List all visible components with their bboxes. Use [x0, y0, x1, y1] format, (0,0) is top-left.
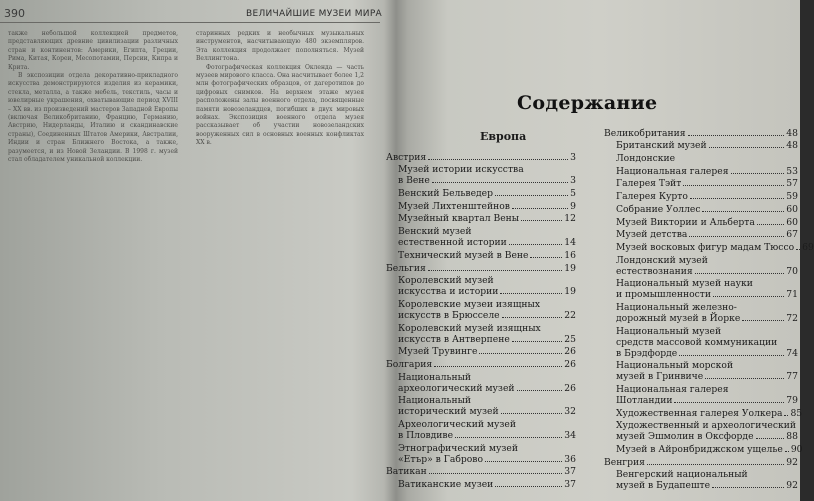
toc-entry	[386, 383, 576, 394]
toc-entry	[604, 266, 798, 277]
dot-leader	[712, 487, 784, 488]
toc-page-number: 69	[802, 241, 814, 253]
toc-entry-title: искусства и истории	[398, 286, 499, 298]
dot-leader	[432, 182, 568, 183]
toc-entry	[604, 359, 798, 372]
dot-leader	[690, 198, 784, 199]
contents-title: Содержание	[517, 92, 658, 114]
toc-entry-title: Национальный музей	[616, 325, 722, 337]
toc-entry	[604, 348, 798, 359]
toc-page-number: 36	[564, 453, 576, 465]
dot-leader	[512, 208, 568, 209]
toc-page-number: 3	[570, 151, 576, 163]
toc-page-number: 37	[564, 479, 576, 491]
toc-entry-title: Художественный и археологический	[616, 420, 796, 432]
toc-page-number: 19	[564, 262, 576, 274]
toc-entry	[386, 406, 576, 417]
toc-entry-title: искусств в Антверпене	[398, 333, 510, 345]
toc-entry-title: Лондонские	[616, 153, 676, 165]
toc-entry-title: Венский музей	[398, 226, 472, 238]
toc-entry	[386, 163, 576, 176]
toc-entry-title: «Етър» в Габрово	[398, 453, 483, 465]
toc-entry-title: естествознания	[616, 265, 693, 277]
toc-entry	[604, 442, 803, 456]
toc-entry-title: Национальный музей науки	[616, 278, 753, 290]
toc-entry-title: Галерея Тэйт	[616, 178, 682, 190]
toc-entry-title: Музей Виктории и Альберта	[616, 216, 755, 228]
toc-entry	[386, 357, 576, 370]
toc-page-number: 77	[786, 371, 798, 383]
toc-page-number: 72	[786, 312, 798, 324]
dot-leader	[428, 159, 568, 160]
toc-entry-title: Австрия	[386, 151, 427, 163]
dot-leader	[495, 195, 568, 196]
toc-entry	[604, 480, 798, 491]
toc-entry	[386, 261, 576, 274]
toc-entry	[386, 224, 576, 237]
toc-page-number: 3	[570, 175, 576, 187]
dot-leader	[689, 236, 784, 237]
dot-leader	[705, 378, 784, 379]
toc-entry	[604, 202, 798, 215]
toc-entry-title: Этнографический музей	[398, 442, 518, 454]
toc-page-number: 92	[786, 456, 798, 468]
text-column-right	[196, 30, 364, 148]
toc-page-number: 14	[564, 237, 576, 249]
toc-entry-title: и промышленности	[616, 289, 711, 301]
paragraph: также небольшой коллекцией предметов, представляющих древние цивилизации различных стран и континентов: Америки, Египта, Греции, Рима, Китая, Кореи, Месопотамии, Персии, Кипра и Крита.	[8, 30, 178, 71]
toc-entry	[386, 465, 576, 478]
toc-page-number: 19	[564, 286, 576, 298]
toc-page-number: 67	[786, 229, 798, 241]
toc-entry	[386, 310, 576, 321]
toc-page-number: 85	[790, 407, 803, 419]
toc-entry	[604, 151, 798, 164]
toc-entry-title: музей Эшмолин в Оксфорде	[616, 431, 754, 443]
toc-entry	[604, 289, 798, 300]
toc-page-number: 60	[786, 203, 798, 215]
toc-entry-title: средств массовой коммуникации	[616, 336, 778, 348]
toc-page-number: 48	[786, 140, 798, 152]
toc-entry	[604, 177, 798, 190]
dot-leader	[679, 355, 784, 356]
dot-leader	[757, 224, 784, 225]
toc-entry	[604, 431, 798, 442]
toc-entry-title: Национальная галерея	[616, 165, 729, 177]
dot-leader	[495, 486, 562, 487]
toc-entry-title: исторический музей	[398, 406, 499, 418]
dot-leader	[517, 390, 563, 391]
toc-entry-title: Национальный морской	[616, 360, 734, 372]
toc-entry	[386, 274, 576, 287]
dot-leader	[429, 473, 563, 474]
toc-page-number: 92	[786, 480, 798, 492]
toc-page-number: 88	[786, 431, 798, 443]
dot-leader	[530, 257, 562, 258]
dot-leader	[501, 413, 563, 414]
toc-entry	[386, 199, 576, 212]
toc-entry-title: Национальный железно-	[616, 301, 737, 313]
toc-page-number: 26	[564, 382, 576, 394]
toc-entry-title: Археологический музей	[398, 419, 516, 430]
toc-page-number: 79	[786, 395, 798, 406]
toc-entry-title: Галерея Курто	[616, 191, 688, 203]
toc-entry	[386, 175, 576, 186]
toc-entry-title: Британский музей	[616, 140, 707, 152]
toc-column-left	[386, 150, 576, 490]
text-column-left	[8, 30, 178, 165]
toc-page-number: 9	[570, 200, 576, 212]
dot-leader	[434, 366, 562, 367]
toc-entry	[604, 215, 798, 228]
dot-leader	[688, 135, 785, 136]
dot-leader	[647, 464, 784, 465]
toc-entry	[604, 126, 798, 139]
toc-entry	[604, 240, 814, 253]
toc-entry-title: Музей Трувинге	[398, 346, 478, 358]
toc-entry-title: Шотландии	[616, 395, 673, 406]
toc-page-number: 57	[786, 178, 798, 190]
toc-page-number: 26	[564, 358, 576, 370]
toc-entry	[386, 150, 576, 163]
paragraph: Фотографическая коллекция Окленда — часть музеев мирового класса. Она насчитывает более 1,2 млн фотографических образцов, от дагеротипов до цифровых снимков. На верхнем этаже музея расположены залы военного отдела, посвященные памяти новозеландцев, погибших в двух мировых войнах. Экспозиция военного отдела музея рассказывает об участии новозеландских вооруженных сил в основных военных конфликтах XX в.	[196, 63, 364, 147]
toc-entry-title: Музей детства	[616, 229, 688, 241]
dot-leader	[674, 402, 784, 403]
toc-column-right	[604, 126, 814, 492]
toc-entry	[604, 313, 798, 324]
toc-entry	[604, 228, 798, 241]
toc-entry-title: Национальный	[398, 395, 472, 407]
toc-entry	[386, 441, 576, 454]
toc-entry-title: естественной истории	[398, 237, 507, 249]
dot-leader	[742, 320, 784, 321]
toc-entry	[604, 382, 798, 395]
dot-leader	[695, 273, 785, 274]
dot-leader	[756, 438, 785, 439]
toc-entry-title: Венгерский национальный	[616, 469, 748, 481]
toc-page-number: 74	[786, 347, 798, 359]
paragraph: В экспозиции отдела декоративно-прикладного искусства демонстрируются изделия из керамики, стекла, металла, а также мебель, текстиль, часы и ювелирные украшения, охватывающие период XVIII – XX вв. из произведений мастеров Западной Европы (включая Великобританию, Францию, Германию, Австрию, Нидерланды, Италию и скандинавские страны), Соединенных Штатов Америки, Австралии, Индии и стран Ближнего Востока, а также, разумеется, и из Новой Зеландии. В 1998 г. музей стал обладателем уникальной коллекции.	[8, 72, 178, 164]
toc-entry	[386, 321, 576, 334]
toc-entry	[604, 455, 798, 468]
dot-leader	[683, 185, 784, 186]
toc-entry-title: археологический музей	[398, 382, 515, 394]
paragraph: старинных редких и необычных музыкальных инструментов, насчитывающую 480 экземпляров. Эта коллекция продолжает пополняться. Музей Веллингтона.	[196, 30, 364, 63]
dot-leader	[709, 147, 785, 148]
toc-entry	[604, 277, 798, 290]
toc-entry-title: Национальная галерея	[616, 384, 729, 395]
dot-leader	[702, 211, 784, 212]
toc-page-number: 5	[570, 188, 576, 200]
toc-entry-title: музей в Будапеште	[616, 480, 711, 492]
toc-entry-title: Музей истории искусства	[398, 164, 524, 176]
dot-leader	[509, 244, 563, 245]
toc-entry-title: Королевские музеи изящных	[398, 298, 541, 310]
toc-entry	[386, 477, 576, 490]
region-heading: Европа	[480, 130, 527, 143]
toc-entry-title: Королевский музей изящных	[398, 322, 541, 334]
toc-entry-title: Венский Бельведер	[398, 188, 493, 200]
toc-entry-title: Бельгия	[386, 262, 426, 274]
toc-entry	[604, 164, 798, 177]
toc-page-number: 32	[564, 406, 576, 418]
toc-entry	[386, 454, 576, 465]
running-head: ВЕЛИЧАЙШИЕ МУЗЕИ МИРА	[246, 9, 383, 19]
toc-entry	[386, 394, 576, 407]
toc-entry-title: Технический музей в Вене	[398, 249, 529, 261]
toc-entry	[386, 286, 576, 297]
dot-leader	[428, 270, 563, 271]
toc-entry-title: Музейный квартал Вены	[398, 213, 520, 225]
toc-entry-title: Национальный	[398, 371, 472, 383]
toc-entry	[604, 337, 798, 348]
toc-entry	[604, 419, 798, 432]
toc-entry	[604, 406, 803, 419]
toc-entry	[386, 297, 576, 310]
dot-leader	[502, 317, 563, 318]
toc-page-number: 26	[564, 346, 576, 358]
page-number: 390	[4, 7, 25, 20]
toc-entry	[604, 300, 798, 313]
right-page	[386, 0, 814, 501]
toc-entry	[386, 212, 576, 225]
toc-entry	[386, 345, 576, 358]
toc-page-number: 37	[564, 466, 576, 478]
toc-entry	[386, 430, 576, 441]
toc-entry	[604, 395, 798, 406]
toc-entry-title: в Брэдфорде	[616, 347, 678, 359]
toc-page-number: 59	[786, 191, 798, 203]
dot-leader	[731, 173, 785, 174]
toc-entry	[386, 186, 576, 199]
toc-entry	[386, 237, 576, 248]
toc-entry-title: Музей в Айронбриджском ущелье	[616, 444, 783, 456]
toc-entry	[604, 324, 798, 337]
toc-entry	[386, 334, 576, 345]
toc-entry-title: дорожный музей в Йорке	[616, 312, 741, 324]
dot-leader	[479, 353, 562, 354]
toc-page-number: 71	[786, 289, 798, 301]
left-page	[0, 0, 392, 501]
dot-leader	[713, 296, 784, 297]
toc-entry-title: Болгария	[386, 358, 433, 370]
toc-entry-title: Собрание Уоллес	[616, 203, 701, 215]
toc-entry-title: Королевский музей	[398, 275, 494, 287]
toc-entry-title: Ватикан	[386, 466, 427, 478]
toc-entry	[604, 253, 798, 266]
toc-page-number: 90	[790, 444, 803, 456]
toc-entry-title: в Вене	[398, 175, 430, 187]
toc-page-number: 12	[564, 213, 576, 225]
dot-leader	[455, 437, 562, 438]
dot-leader	[512, 341, 563, 342]
header-rule	[0, 22, 380, 23]
toc-entry-title: Музей Лихтенштейнов	[398, 200, 510, 212]
toc-page-number: 16	[564, 249, 576, 261]
toc-entry-title: Художественная галерея Уолкера	[616, 407, 783, 419]
dot-leader	[500, 293, 562, 294]
toc-entry-title: Лондонский музей	[616, 254, 708, 266]
toc-entry-title: Музей восковых фигур мадам Тюссо	[616, 241, 795, 253]
toc-page-number: 22	[564, 309, 576, 321]
toc-entry	[386, 248, 576, 261]
toc-entry-title: Ватиканские музеи	[398, 479, 494, 491]
toc-entry-title: Венгрия	[604, 456, 645, 468]
dot-leader	[485, 461, 562, 462]
toc-entry-title: в Пловдиве	[398, 430, 454, 441]
dot-leader	[521, 220, 562, 221]
toc-entry-title: музей в Гринвиче	[616, 371, 704, 383]
toc-entry	[604, 371, 798, 382]
toc-page-number: 34	[564, 430, 576, 441]
toc-entry	[604, 189, 798, 202]
toc-page-number: 25	[564, 333, 576, 345]
toc-entry	[386, 370, 576, 383]
toc-page-number: 60	[786, 216, 798, 228]
toc-entry	[604, 468, 798, 481]
toc-entry-title: искусств в Брюсселе	[398, 309, 500, 321]
toc-entry	[604, 139, 798, 152]
toc-page-number: 70	[786, 265, 798, 277]
toc-entry-title: Великобритания	[604, 127, 686, 139]
toc-page-number: 53	[786, 165, 798, 177]
toc-page-number: 48	[786, 127, 798, 139]
toc-entry	[386, 417, 576, 430]
